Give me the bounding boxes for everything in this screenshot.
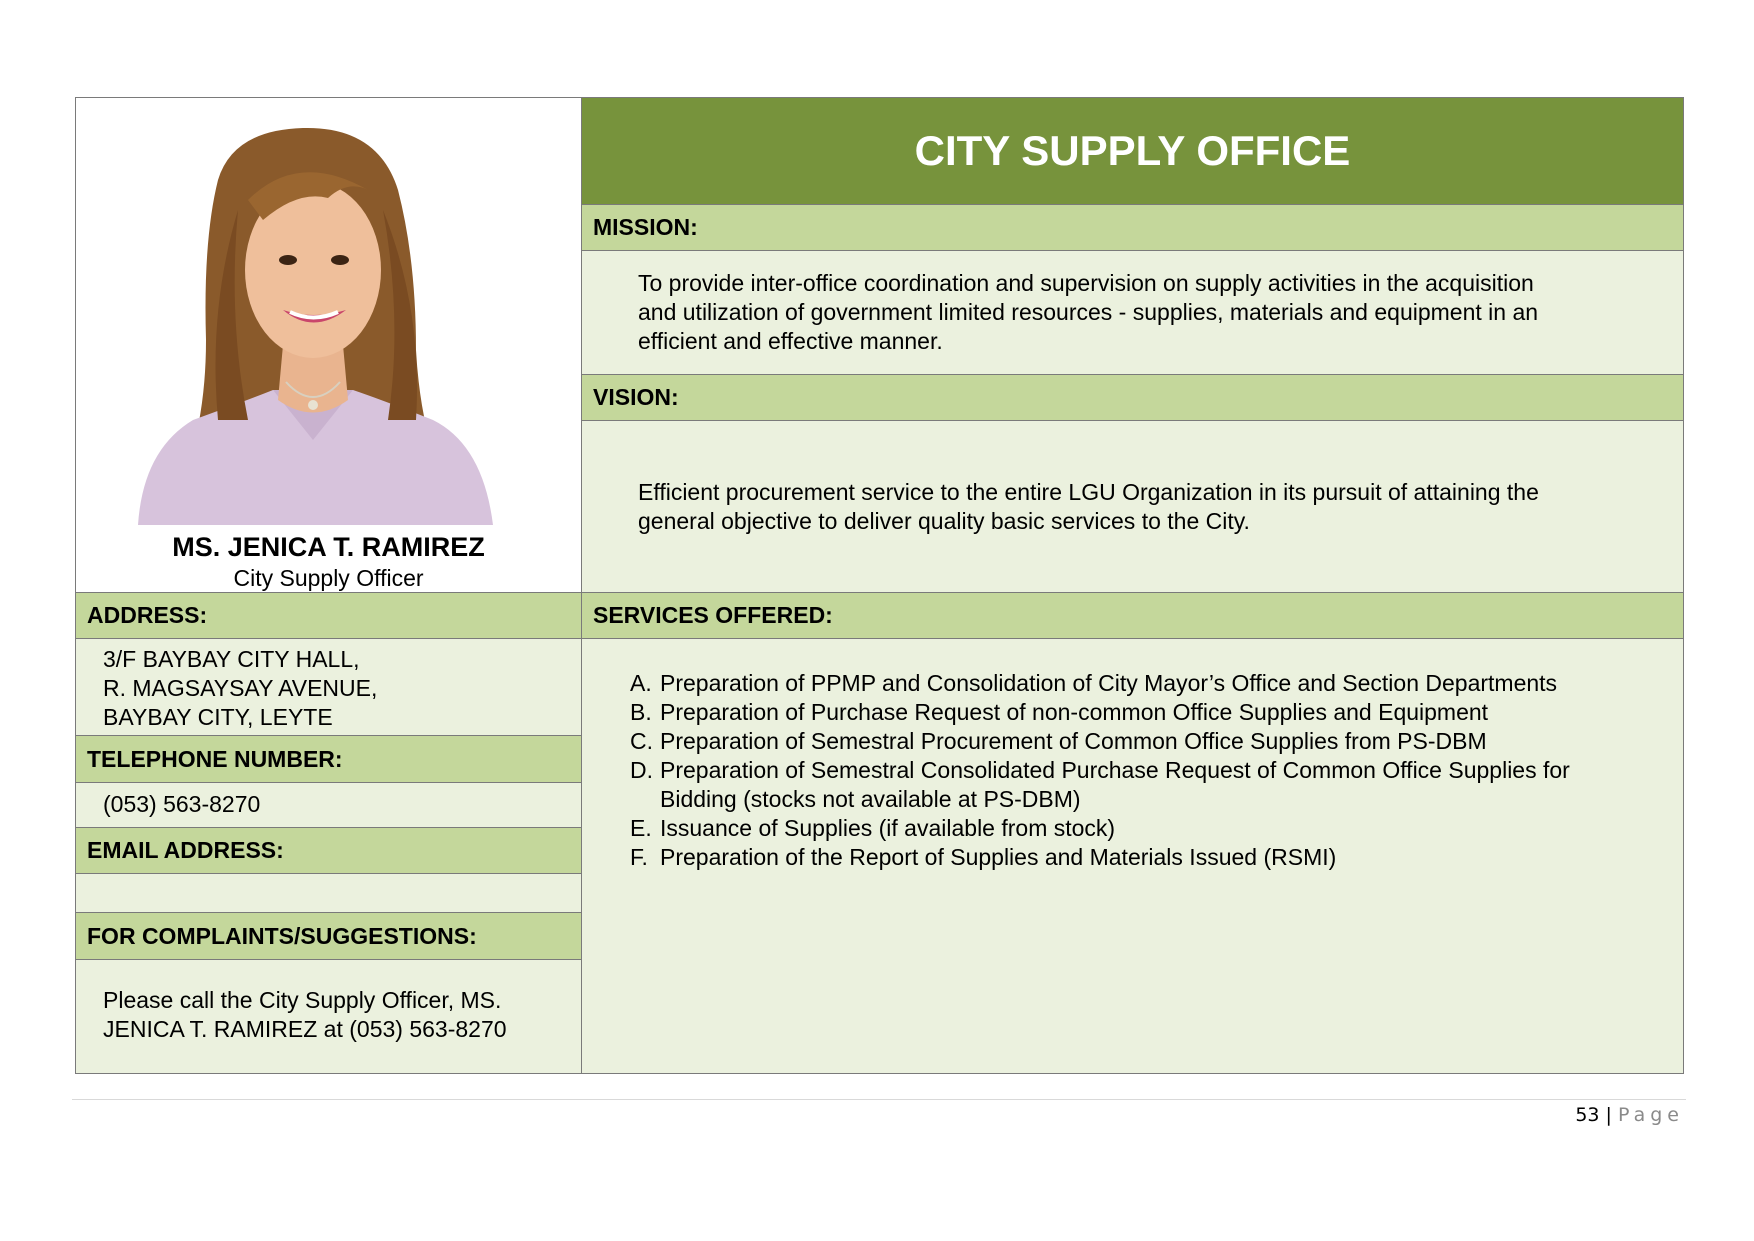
- mission-line: To provide inter-office coordination and supervision on supply activities in the acquisition: [638, 270, 1534, 296]
- address-line: BAYBAY CITY, LEYTE: [103, 704, 333, 730]
- office-title-cell: [582, 98, 1683, 205]
- address-line: R. MAGSAYSAY AVENUE,: [103, 675, 378, 701]
- mission-cell: [582, 251, 1683, 375]
- telephone-cell: [76, 783, 581, 828]
- service-text: Preparation of Purchase Request of non-common Office Supplies and Equipment: [660, 699, 1489, 725]
- complaints-text: [76, 960, 581, 1044]
- complaints-line: Please call the City Supply Officer, MS.: [103, 987, 502, 1013]
- person-name: MS. JENICA T. RAMIREZ: [172, 532, 485, 562]
- left-column: [76, 98, 582, 1073]
- complaints-header: [76, 913, 581, 960]
- services-list: [582, 639, 1683, 872]
- telephone-label: TELEPHONE NUMBER:: [87, 745, 343, 772]
- address-header: [76, 593, 581, 639]
- service-letter: D.: [630, 757, 653, 783]
- page-number: 53: [1575, 1104, 1600, 1126]
- right-column: [582, 98, 1683, 1073]
- mission-label: MISSION:: [593, 214, 698, 240]
- address-line: 3/F BAYBAY CITY HALL,: [103, 646, 360, 672]
- vision-header: [582, 375, 1683, 421]
- service-text: Preparation of PPMP and Consolidation of City Mayor’s Office and Section Departments: [660, 670, 1558, 696]
- email-cell: [76, 874, 581, 913]
- email-header: [76, 828, 581, 874]
- profile-photo: [98, 120, 528, 525]
- list-item: [630, 843, 1683, 872]
- address-label: ADDRESS:: [87, 602, 208, 628]
- complaints-cell: [76, 960, 581, 1073]
- profile-photo-cell: [76, 98, 581, 593]
- mission-text: [582, 251, 1683, 356]
- office-title: CITY SUPPLY OFFICE: [914, 127, 1351, 174]
- services-cell: [582, 639, 1683, 1073]
- service-letter: A.: [630, 670, 652, 696]
- services-header: [582, 593, 1683, 639]
- vision-text: [582, 421, 1683, 536]
- list-item: [630, 698, 1683, 727]
- services-label: SERVICES OFFERED:: [593, 602, 833, 628]
- telephone-header: [76, 736, 581, 783]
- telephone-value: (053) 563-8270: [103, 791, 261, 817]
- email-value: [76, 874, 581, 879]
- email-label: EMAIL ADDRESS:: [87, 837, 284, 863]
- list-item: [630, 727, 1683, 756]
- vision-label: VISION:: [593, 384, 679, 410]
- service-text: Preparation of Semestral Consolidated Purchase Request of Common Office Supplies for Bidding (stocks not available at PS-DBM): [660, 757, 1570, 812]
- service-letter: F.: [630, 844, 648, 870]
- service-text: Preparation of the Report of Supplies and Materials Issued (RSMI): [660, 844, 1337, 870]
- office-profile-table: [75, 97, 1684, 1074]
- service-letter: C.: [630, 728, 653, 754]
- address-text: [76, 639, 581, 732]
- list-item: [630, 814, 1683, 843]
- page-separator: |: [1605, 1104, 1612, 1126]
- complaints-line: JENICA T. RAMIREZ at (053) 563-8270: [103, 1016, 507, 1042]
- service-text: Issuance of Supplies (if available from stock): [660, 815, 1116, 841]
- footer-divider: [72, 1099, 1686, 1100]
- service-letter: E.: [630, 815, 652, 841]
- address-cell: [76, 639, 581, 736]
- vision-cell: [582, 421, 1683, 593]
- vision-line: Efficient procurement service to the entire LGU Organization in its pursuit of attaining the: [638, 479, 1539, 505]
- list-item: [630, 756, 1683, 814]
- mission-header: [582, 205, 1683, 251]
- service-text: Preparation of Semestral Procurement of Common Office Supplies from PS-DBM: [660, 728, 1487, 754]
- person-position: City Supply Officer: [233, 565, 424, 591]
- list-item: [630, 669, 1683, 698]
- mission-line: efficient and effective manner.: [638, 328, 943, 354]
- person-portrait-icon: [98, 120, 528, 525]
- complaints-label: FOR COMPLAINTS/SUGGESTIONS:: [87, 922, 477, 949]
- page-word: Page: [1618, 1104, 1684, 1126]
- service-letter: B.: [630, 699, 652, 725]
- mission-line: and utilization of government limited resources - supplies, materials and equipment in an: [638, 299, 1539, 325]
- page-footer: [1575, 1104, 1684, 1126]
- vision-line: general objective to deliver quality basic services to the City.: [638, 508, 1250, 534]
